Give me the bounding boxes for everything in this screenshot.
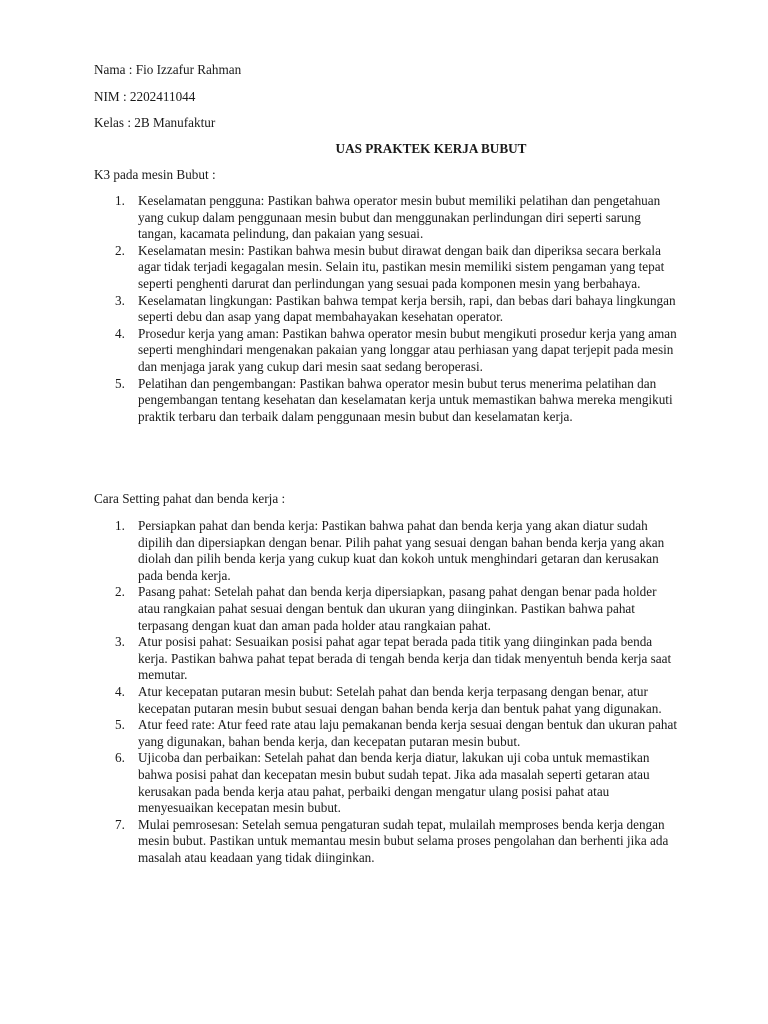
list-item-number: 3. (115, 634, 125, 650)
list-item-text: Atur kecepatan putaran mesin bubut: Setelah pahat dan benda kerja terpasang dengan benar, atur kecepatan putaran mesin bubut sesuai dengan bahan benda kerja dan bentuk pahat yang digunakan. (138, 683, 662, 716)
list-item (0, 293, 768, 326)
section-heading-k3: K3 pada mesin Bubut : (94, 167, 216, 182)
section-heading-setting: Cara Setting pahat dan benda kerja : (94, 491, 286, 506)
list-item-number: 6. (115, 750, 125, 766)
setting-list (0, 518, 768, 866)
list-item-number: 5. (115, 717, 125, 733)
list-item (0, 193, 768, 243)
list-item-text: Pelatihan dan pengembangan: Pastikan bahwa operator mesin bubut terus menerima pelatihan dan pengembangan tentang kesehatan dan keselamatan kerja untuk memastikan bahwa mereka mengikuti praktik terbaru dan terbaik dalam penggunaan mesin bubut dan keselamatan kerja. (138, 375, 673, 424)
k3-list (0, 193, 768, 425)
list-item (0, 684, 768, 717)
list-item (0, 817, 768, 867)
student-class: Kelas : 2B Manufaktur (94, 115, 216, 130)
student-name: Nama : Fio Izzafur Rahman (94, 62, 242, 77)
list-item-text: Atur feed rate: Atur feed rate atau laju pemakanan benda kerja sesuai dengan bentuk dan ukuran pahat yang digunakan, bahan benda kerja, dan kecepatan putaran mesin bubut. (138, 717, 677, 749)
student-nim: NIM : 2202411044 (94, 89, 196, 104)
list-item-text: Pasang pahat: Setelah pahat dan benda kerja dipersiapkan, pasang pahat dengan benar pada holder atau rangkaian pahat sesuai dengan bentuk dan ukuran yang diinginkan. Pastikan bahwa pahat terpasang dengan kuat dan aman pada holder atau rangkaian pahat. (138, 584, 657, 633)
list-item-text: Atur posisi pahat: Sesuaikan posisi pahat agar tepat berada pada titik yang diinginkan pada benda kerja. Pastikan bahwa pahat tepat berada di tengah benda kerja dan tidak menyentuh benda kerja saat memutar. (138, 634, 672, 683)
list-item (0, 518, 768, 584)
list-item-text: Keselamatan mesin: Pastikan bahwa mesin bubut dirawat dengan baik dan diperiksa secara berkala agar tidak terjadi kegagalan mesin. Selain itu, pastikan mesin memiliki sistem pengaman yang tepat seperti penghenti darurat dan perlindungan yang sesuai pada komponen mesin yang berbahaya. (138, 242, 665, 291)
list-item-text: Keselamatan pengguna: Pastikan bahwa operator mesin bubut memiliki pelatihan dan pengetahuan yang cukup dalam penggunaan mesin bubut dan menggunakan perlindungan diri seperti sarung tangan, kacamata pelindung, dan pakaian yang sesuai. (138, 193, 661, 242)
list-item (0, 243, 768, 293)
list-item-number: 1. (115, 518, 125, 533)
list-item-text: Prosedur kerja yang aman: Pastikan bahwa operator mesin bubut mengikuti prosedur kerja yang aman seperti menghindari mengenakan pakaian yang longgar atau perhiasan yang dapat terjepit pada mesin dan menjaga jarak yang cukup dari mesin saat sedang beroperasi. (138, 325, 677, 374)
list-item-number: 2. (115, 584, 125, 600)
list-item-text: Keselamatan lingkungan: Pastikan bahwa tempat kerja bersih, rapi, dan bebas dari bahaya lingkungan seperti debu dan asap yang dapat membahayakan kesehatan operator. (138, 292, 676, 325)
list-item-number: 4. (115, 683, 125, 699)
list-item-text: Mulai pemrosesan: Setelah semua pengaturan sudah tepat, mulailah memproses benda kerja dengan mesin bubut. Pastikan untuk memantau mesin bubut selama proses pengolahan dan berhenti jika ada masalah atau keadaan yang tidak diinginkan. (138, 816, 669, 865)
list-item (0, 584, 768, 634)
list-item-number: 3. (115, 292, 125, 308)
list-item-text: Ujicoba dan perbaikan: Setelah pahat dan benda kerja diatur, lakukan uji coba untuk memastikan bahwa posisi pahat dan kecepatan mesin bubut sudah tepat. Jika ada masalah seperti getaran atau kerusakan pada benda kerja atau pahat, perbaiki dengan mengatur ulang posisi pahat atau menyesuaikan kecepatan mesin bubut. (138, 750, 650, 816)
list-item-text: Persiapkan pahat dan benda kerja: Pastikan bahwa pahat dan benda kerja yang akan diatur sudah dipilih dan dipersiapkan dengan benar. Pilih pahat yang sesuai dengan bahan benda kerja yang akan diolah dan pilih benda kerja yang cukup kuat dan kokoh untuk menghindari getaran dan kerusakan pada benda kerja. (138, 518, 665, 583)
list-item-number: 4. (115, 325, 125, 341)
list-item (0, 634, 768, 684)
list-item (0, 326, 768, 376)
list-item (0, 750, 768, 816)
list-item (0, 717, 768, 750)
document-title: UAS PRAKTEK KERJA BUBUT (335, 141, 527, 156)
list-item-number: 7. (115, 816, 125, 832)
list-item-number: 1. (115, 193, 125, 208)
list-item-number: 2. (115, 242, 125, 258)
list-item (0, 376, 768, 426)
list-item-number: 5. (115, 375, 125, 391)
